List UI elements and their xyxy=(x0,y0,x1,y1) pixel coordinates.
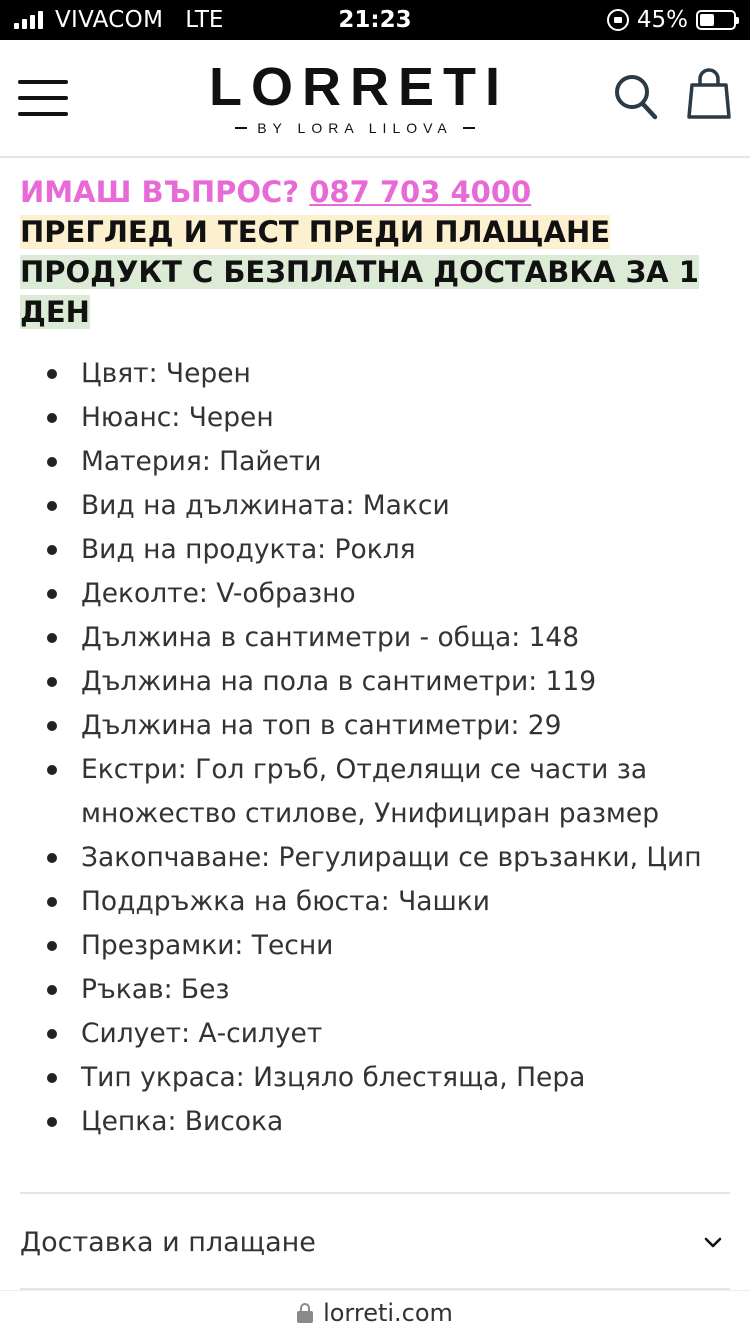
list-item: Вид на дължината: Макси xyxy=(0,484,750,528)
promo-block xyxy=(20,172,720,332)
list-item: Материя: Пайети xyxy=(0,440,750,484)
list-item: Тип украса: Изцяло блестяща, Пера xyxy=(0,1056,750,1100)
url-text: lorreti.com xyxy=(323,1298,453,1327)
list-item: Дължина на топ в сантиметри: 29 xyxy=(0,704,750,748)
promo-line-delivery xyxy=(20,252,720,332)
lock-icon xyxy=(297,1303,313,1323)
list-item: Нюанс: Черен xyxy=(0,396,750,440)
battery-percent: 45% xyxy=(636,7,688,33)
chevron-down-icon[interactable] xyxy=(700,1229,726,1255)
site-header xyxy=(0,40,750,158)
list-item: Закопчаване: Регулиращи се връзанки, Цип xyxy=(0,836,750,880)
carrier-name: VIVACOM xyxy=(55,7,164,33)
list-item: Вид на продукта: Рокля xyxy=(0,528,750,572)
status-bar xyxy=(0,0,750,40)
search-icon[interactable] xyxy=(614,74,658,120)
status-left xyxy=(14,0,223,40)
promo-question xyxy=(20,172,720,212)
network-type: LTE xyxy=(185,7,224,33)
phone-link[interactable]: 087 703 4000 xyxy=(309,175,532,209)
list-item: Дължина в сантиметри - обща: 148 xyxy=(0,616,750,660)
list-item: Презрамки: Тесни xyxy=(0,924,750,968)
battery-fill xyxy=(700,14,714,26)
promo-delivery-text: ПРОДУКТ С БЕЗПЛАТНА ДОСТАВКА ЗА 1 ДЕН xyxy=(20,255,699,329)
list-item: Силует: А-силует xyxy=(0,1012,750,1056)
list-item: Екстри: Гол гръб, Отделящи се части за множество стилове, Унифициран размер xyxy=(0,748,750,836)
promo-line-inspection xyxy=(20,212,720,252)
browser-url-bar[interactable] xyxy=(0,1290,750,1334)
accordion-label: Доставка и плащане xyxy=(20,1226,316,1258)
delivery-payment-accordion[interactable] xyxy=(20,1196,730,1288)
divider-top xyxy=(20,1192,730,1194)
battery-icon xyxy=(696,10,736,30)
list-item: Деколте: V-образно xyxy=(0,572,750,616)
shopping-bag-icon[interactable] xyxy=(686,68,732,120)
logo-tagline xyxy=(190,120,520,136)
logo-wordmark: LORRETI xyxy=(209,57,509,117)
list-item: Цвят: Черен xyxy=(0,352,750,396)
status-right xyxy=(607,0,736,40)
orientation-lock-icon xyxy=(607,9,629,31)
clock: 21:23 xyxy=(338,7,412,33)
product-features-list xyxy=(0,352,750,1144)
promo-inspection-text: ПРЕГЛЕД И ТЕСТ ПРЕДИ ПЛАЩАНЕ xyxy=(20,215,611,249)
list-item: Ръкав: Без xyxy=(0,968,750,1012)
list-item: Цепка: Висока xyxy=(0,1100,750,1144)
site-logo[interactable] xyxy=(190,58,520,136)
list-item: Поддръжка на бюста: Чашки xyxy=(0,880,750,924)
signal-strength-icon xyxy=(14,11,43,29)
list-item: Дължина на пола в сантиметри: 119 xyxy=(0,660,750,704)
logo-tagline-text: BY LORA LILOVA xyxy=(257,120,453,136)
hamburger-menu-icon[interactable] xyxy=(18,80,68,116)
promo-question-text: ИМАШ ВЪПРОС? xyxy=(20,175,300,209)
